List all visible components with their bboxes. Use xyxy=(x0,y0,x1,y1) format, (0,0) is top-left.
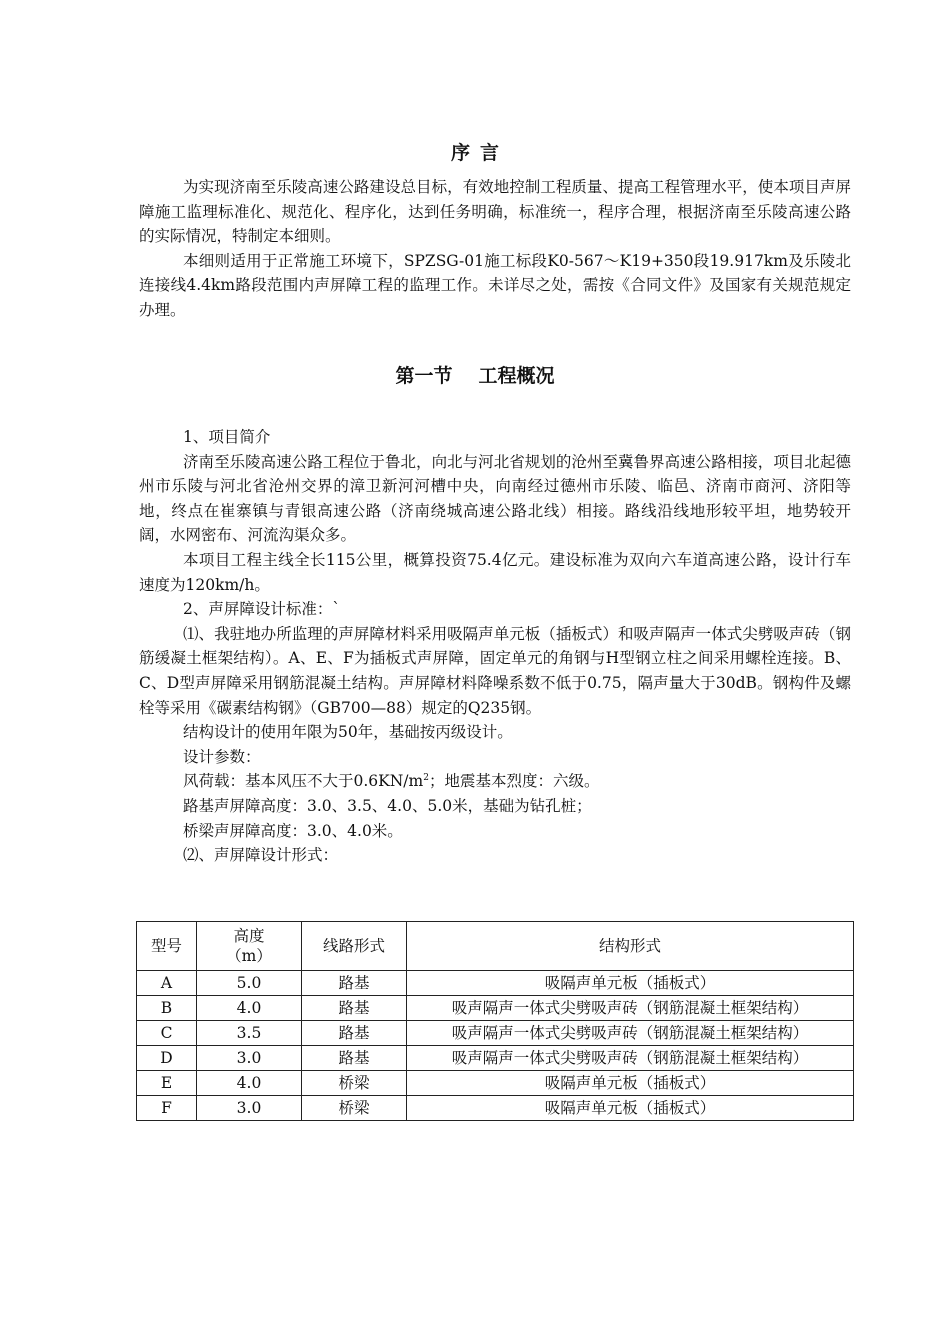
item-2-sub-1: ⑴、我驻地办所监理的声屏障材料采用吸隔声单元板（插板式）和吸声隔声一体式尖劈吸声砖（钢筋缓凝土框架结构）。A、E、F为插板式声屏障，固定单元的角钢与H型钢立柱之间采用螺栓连接。B、C、D型声屏障采用钢筋混凝土结构。声屏障材料降噪系数不低于0.75，隔声量大于30dB。钢构件及螺栓等采用《碳素结构钢》（GB700—88）规定的Q235钢。 xyxy=(139,624,851,717)
cell-route: 桥梁 xyxy=(302,1096,407,1121)
cell-type: C xyxy=(137,1021,197,1046)
header-height-line-2: （m） xyxy=(226,947,272,965)
item-2-sub-2: ⑵、声屏障设计形式： xyxy=(183,846,339,865)
cell-height: 4.0 xyxy=(197,996,302,1021)
design-life: 结构设计的使用年限为50年，基础按丙级设计。 xyxy=(183,723,513,742)
cell-structure: 吸声隔声一体式尖劈吸声砖（钢筋混凝土框架结构） xyxy=(407,996,854,1021)
cell-structure: 吸隔声单元板（插板式） xyxy=(407,1096,854,1121)
table-row xyxy=(137,996,854,1021)
cell-structure: 吸隔声单元板（插板式） xyxy=(407,971,854,996)
item-2-heading: 2、声屏障设计标准：` xyxy=(183,600,341,619)
cell-type: E xyxy=(137,1071,197,1096)
cell-route: 路基 xyxy=(302,1046,407,1071)
preface-paragraph-2: 本细则适用于正常施工环境下，SPZSG-01施工标段K0-567～K19+350段19.917km及乐陵北连接线4.4km路段范围内声屏障工程的监理工作。未详尽之处，需按《合同文件》及国家有关规范规定办理。 xyxy=(139,251,851,319)
cell-type: F xyxy=(137,1096,197,1121)
cell-height: 5.0 xyxy=(197,971,302,996)
header-route-form: 线路形式 xyxy=(302,922,407,971)
header-structure-form: 结构形式 xyxy=(407,922,854,971)
cell-structure: 吸声隔声一体式尖劈吸声砖（钢筋混凝土框架结构） xyxy=(407,1021,854,1046)
project-intro-paragraph-2: 本项目工程主线全长115公里，概算投资75.4亿元。建设标准为双向六车道高速公路，设计行车速度为120km/h。 xyxy=(139,550,851,594)
cell-route: 桥梁 xyxy=(302,1071,407,1096)
wind-load-prefix: 风荷载：基本风压不大于0.6KN/m xyxy=(183,772,424,791)
preface-title: 序言 xyxy=(450,142,509,164)
design-params-label: 设计参数： xyxy=(183,747,261,766)
table-row xyxy=(137,1046,854,1071)
cell-structure: 吸声隔声一体式尖劈吸声砖（钢筋混凝土框架结构） xyxy=(407,1046,854,1071)
section-1-number: 第一节 xyxy=(395,365,453,387)
table-header-row xyxy=(137,922,854,971)
header-type: 型号 xyxy=(137,922,197,971)
wind-load-superscript: 2 xyxy=(423,773,429,784)
section-1-body xyxy=(139,425,851,868)
bridge-height: 桥梁声屏障高度：3.0、4.0米。 xyxy=(183,821,403,840)
wind-load-suffix: ；地震基本烈度：六级。 xyxy=(428,772,600,791)
table-row xyxy=(137,1096,854,1121)
cell-type: D xyxy=(137,1046,197,1071)
cell-route: 路基 xyxy=(302,996,407,1021)
header-height-line-1: 高度 xyxy=(233,927,265,945)
table-row xyxy=(137,1071,854,1096)
cell-height: 4.0 xyxy=(197,1071,302,1096)
preface-body xyxy=(139,175,851,323)
cell-height: 3.0 xyxy=(197,1096,302,1121)
cell-type: B xyxy=(137,996,197,1021)
cell-type: A xyxy=(137,971,197,996)
section-1-name: 工程概况 xyxy=(478,365,555,387)
header-height xyxy=(197,922,302,971)
table-row xyxy=(137,1021,854,1046)
wind-load-line xyxy=(139,769,851,794)
cell-height: 3.5 xyxy=(197,1021,302,1046)
cell-route: 路基 xyxy=(302,971,407,996)
preface-paragraph-1: 为实现济南至乐陵高速公路建设总目标，有效地控制工程质量、提高工程管理水平，使本项目声屏障施工监理标准化、规范化、程序化，达到任务明确，标准统一，程序合理，根据济南至乐陵高速公路的实际情况，特制定本细则。 xyxy=(139,178,851,246)
cell-route: 路基 xyxy=(302,1021,407,1046)
item-1-heading: 1、项目简介 xyxy=(183,428,271,446)
cell-structure: 吸隔声单元板（插板式） xyxy=(407,1071,854,1096)
section-1-title xyxy=(0,364,950,388)
cell-height: 3.0 xyxy=(197,1046,302,1071)
project-intro-paragraph-1: 济南至乐陵高速公路工程位于鲁北，向北与河北省规划的沧州至冀鲁界高速公路相接，项目北起德州市乐陵与河北省沧州交界的漳卫新河河槽中央，向南经过德州市乐陵、临邑、济南市商河、济阳等地，终点在崔寨镇与青银高速公路（济南绕城高速公路北线）相接。路线沿线地形较平坦，地势较开阔，水网密布、河流沟渠众多。 xyxy=(139,452,851,545)
sound-barrier-spec-table xyxy=(136,921,854,1121)
roadbed-height: 路基声屏障高度：3.0、3.5、4.0、5.0米，基础为钻孔桩； xyxy=(183,796,592,815)
table-row xyxy=(137,971,854,996)
